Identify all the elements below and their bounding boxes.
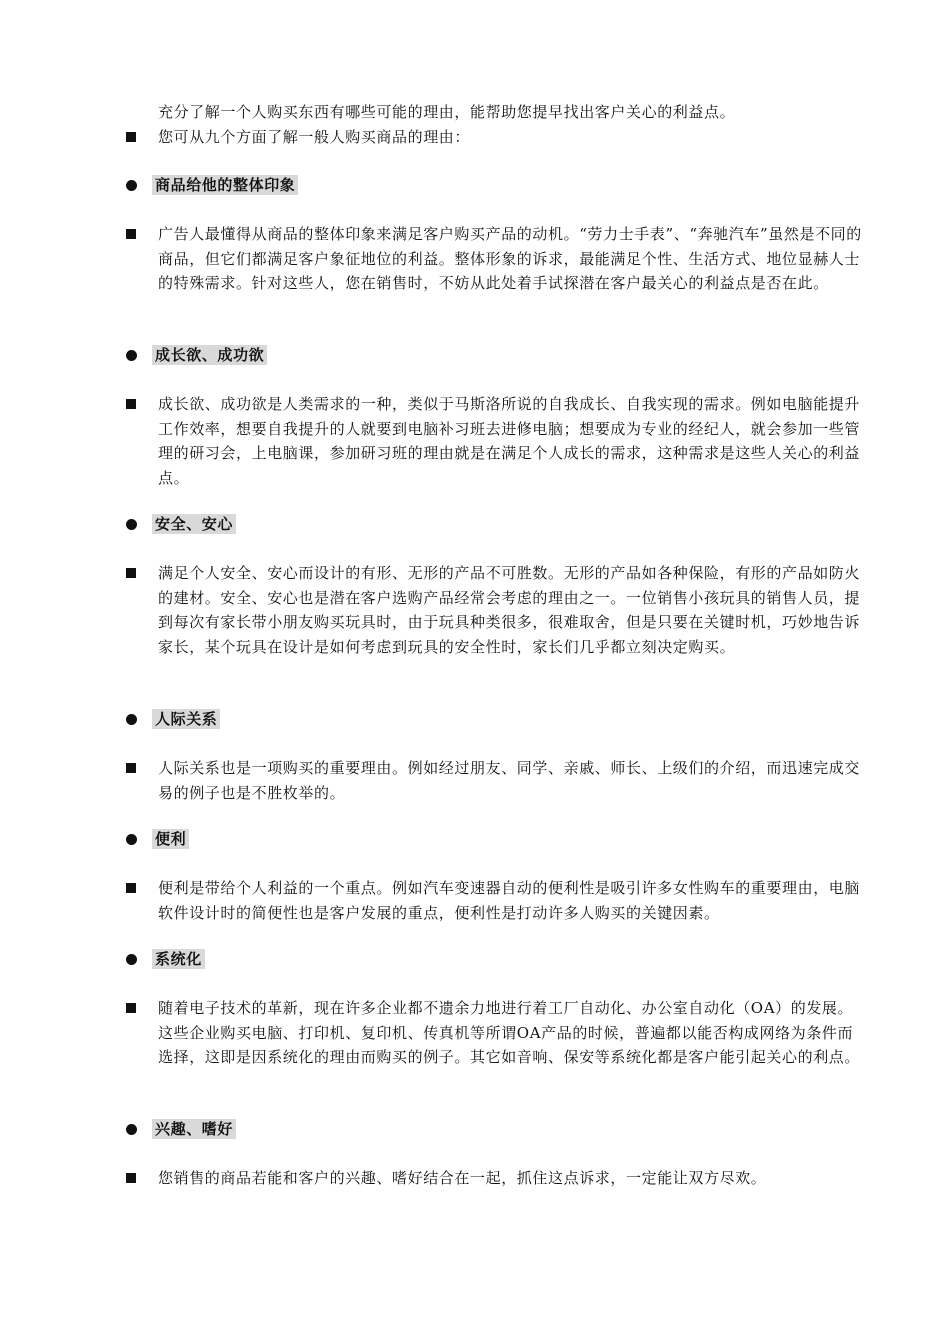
square-bullet-icon (126, 1173, 136, 1183)
round-bullet-icon (126, 1124, 137, 1135)
section-heading: 成长欲、成功欲 (152, 345, 267, 365)
section-paragraph: 您销售的商品若能和客户的兴趣、嗜好结合在一起，抓住这点诉求，一定能让双方尽欢。 (158, 1169, 767, 1187)
section-paragraph: 满足个人安全、安心而设计的有形、无形的产品不可胜数。无形的产品如各种保险，有形的产品如防火的建材。安全、安心也是潜在客户选购产品经常会考虑的理由之一。一位销售小孩玩具的销售人员，提到每次有家长带小朋友购买玩具时，由于玩具种类很多，很难取舍，但是只要在关键时机，巧妙地告诉家长，某个玩具在设计是如何考虑到玩具的安全性时，家长们几乎都立刻决定购买。 (158, 564, 861, 656)
round-bullet-icon (126, 834, 137, 845)
section-heading: 兴趣、嗜好 (152, 1119, 236, 1139)
square-bullet-icon (126, 1003, 136, 1013)
square-bullet-icon (126, 132, 136, 142)
section-heading: 便利 (152, 829, 189, 849)
square-bullet-icon (126, 763, 136, 773)
section-heading: 安全、安心 (152, 514, 236, 534)
round-bullet-icon (126, 350, 137, 361)
intro-line: 充分了解一个人购买东西有哪些可能的理由，能帮助您提早找出客户关心的利益点。 (158, 103, 736, 121)
section-paragraph: 成长欲、成功欲是人类需求的一种，类似于马斯洛所说的自我成长、自我实现的需求。例如电脑能提升工作效率，想要自我提升的人就要到电脑补习班去进修电脑；想要成为专业的经纪人，就会参加一些管理的研习会，上电脑课，参加研习班的理由就是在满足个人成长的需求，这种需求是这些人关心的利益点。 (158, 395, 861, 487)
square-bullet-icon (126, 568, 136, 578)
section-paragraph: 随着电子技术的革新，现在许多企业都不遗余力地进行着工厂自动化、办公室自动化（OA）的发展。这些企业购买电脑、打印机、复印机、传真机等所谓OA产品的时候，普遍都以能否构成网络为条件而选择，这即是因系统化的理由而购买的例子。其它如音响、保安等系统化都是客户能引起关心的利点。 (158, 999, 861, 1066)
square-bullet-icon (126, 229, 136, 239)
section-paragraph: 便利是带给个人利益的一个重点。例如汽车变速器自动的便利性是吸引许多女性购车的重要理由，电脑软件设计时的简便性也是客户发展的重点，便利性是打动许多人购买的关键因素。 (158, 879, 861, 922)
section-heading: 商品给他的整体印象 (152, 175, 298, 195)
section-paragraph: 人际关系也是一项购买的重要理由。例如经过朋友、同学、亲戚、师长、上级们的介绍，而迅速完成交易的例子也是不胜枚举的。 (158, 759, 861, 802)
square-bullet-icon (126, 883, 136, 893)
section-heading: 系统化 (152, 949, 205, 969)
square-bullet-icon (126, 399, 136, 409)
section-paragraph: 广告人最懂得从商品的整体印象来满足客户购买产品的动机。“劳力士手表”、“奔驰汽车”虽然是不同的商品，但它们都满足客户象征地位的利益。整体形象的诉求，最能满足个性、生活方式、地位显赫人士的特殊需求。针对这些人，您在销售时，不妨从此处着手试探潜在客户最关心的利益点是否在此。 (158, 225, 862, 292)
round-bullet-icon (126, 954, 137, 965)
round-bullet-icon (126, 519, 137, 530)
intro-lead: 您可从九个方面了解一般人购买商品的理由： (158, 128, 471, 146)
round-bullet-icon (126, 714, 137, 725)
section-heading: 人际关系 (152, 709, 220, 729)
round-bullet-icon (126, 180, 137, 191)
